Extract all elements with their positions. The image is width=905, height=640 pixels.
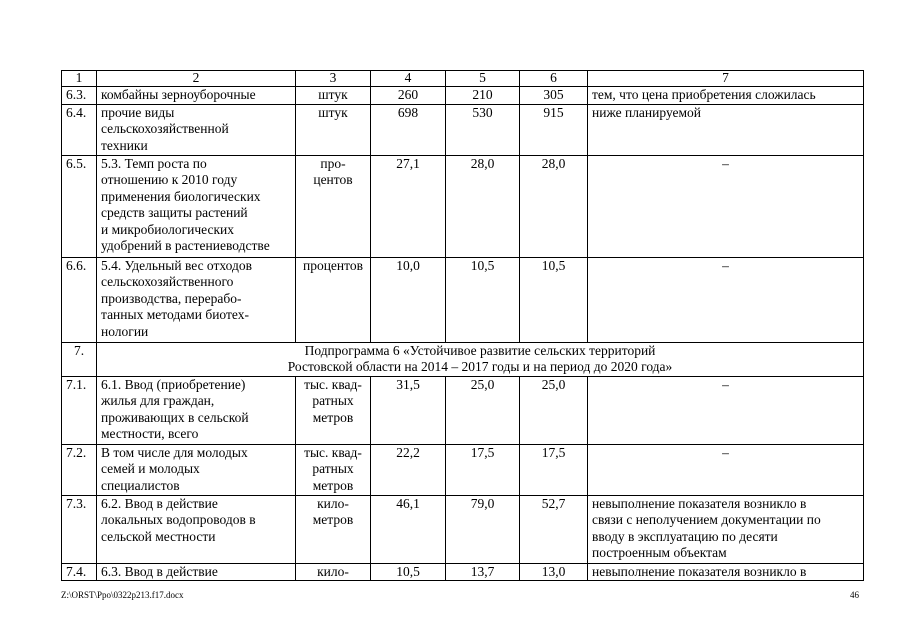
note: невыполнение показателя возникло в связи с неполучением документации по вводу в эксплуатацию по десяти построенным объектам — [588, 495, 864, 563]
indicator-name: В том числе для молодых семей и молодых специалистов — [97, 444, 296, 495]
table-row — [62, 104, 864, 155]
value-col6: 52,7 — [520, 495, 588, 563]
value-col5: 28,0 — [446, 155, 520, 257]
value-col4: 698 — [371, 104, 446, 155]
value-col6: 10,5 — [520, 257, 588, 342]
column-number-row — [62, 71, 864, 87]
table-row — [62, 376, 864, 444]
table-row — [62, 155, 864, 257]
value-col5: 530 — [446, 104, 520, 155]
row-number: 7.1. — [62, 376, 97, 444]
unit: кило- — [296, 563, 371, 581]
value-col4: 27,1 — [371, 155, 446, 257]
indicator-name: 5.4. Удельный вес отходов сельскохозяйственного производства, перерабо- танных методами биотех- нологии — [97, 257, 296, 342]
value-col4: 10,5 — [371, 563, 446, 581]
unit: процентов — [296, 257, 371, 342]
value-col5: 210 — [446, 87, 520, 105]
row-number: 6.3. — [62, 87, 97, 105]
value-col6: 25,0 — [520, 376, 588, 444]
table-row — [62, 257, 864, 342]
table-row — [62, 87, 864, 105]
indicator-name: 6.3. Ввод в действие — [97, 563, 296, 581]
page-number: 46 — [850, 590, 859, 600]
value-col6: 17,5 — [520, 444, 588, 495]
row-number: 7.3. — [62, 495, 97, 563]
table-row — [62, 563, 864, 581]
value-col6: 915 — [520, 104, 588, 155]
value-col4: 10,0 — [371, 257, 446, 342]
column-number: 4 — [371, 71, 446, 87]
value-col5: 25,0 — [446, 376, 520, 444]
row-number: 6.6. — [62, 257, 97, 342]
indicator-name: прочие виды сельскохозяйственной техники — [97, 104, 296, 155]
unit: про- центов — [296, 155, 371, 257]
value-col4: 22,2 — [371, 444, 446, 495]
row-number: 6.4. — [62, 104, 97, 155]
row-number: 7.4. — [62, 563, 97, 581]
column-number: 3 — [296, 71, 371, 87]
value-col5: 17,5 — [446, 444, 520, 495]
column-number: 2 — [97, 71, 296, 87]
column-number: 1 — [62, 71, 97, 87]
value-col5: 10,5 — [446, 257, 520, 342]
unit: штук — [296, 87, 371, 105]
unit: тыс. квад- ратных метров — [296, 376, 371, 444]
indicator-table — [61, 70, 864, 581]
value-col4: 260 — [371, 87, 446, 105]
unit: штук — [296, 104, 371, 155]
note: – — [588, 257, 864, 342]
note: – — [588, 444, 864, 495]
indicator-name: комбайны зерноуборочные — [97, 87, 296, 105]
row-number: 6.5. — [62, 155, 97, 257]
column-number: 5 — [446, 71, 520, 87]
note: – — [588, 376, 864, 444]
note: невыполнение показателя возникло в — [588, 563, 864, 581]
column-number: 7 — [588, 71, 864, 87]
value-col4: 46,1 — [371, 495, 446, 563]
section-row — [62, 342, 864, 376]
value-col5: 79,0 — [446, 495, 520, 563]
table-row — [62, 495, 864, 563]
indicator-name: 6.2. Ввод в действие локальных водопроводов в сельской местности — [97, 495, 296, 563]
note: тем, что цена приобретения сложилась — [588, 87, 864, 105]
value-col5: 13,7 — [446, 563, 520, 581]
indicator-name: 6.1. Ввод (приобретение) жилья для граждан, проживающих в сельской местности, всего — [97, 376, 296, 444]
note: – — [588, 155, 864, 257]
value-col6: 28,0 — [520, 155, 588, 257]
column-number: 6 — [520, 71, 588, 87]
file-path: Z:\ORST\Ppo\0322p213.f17.docx — [61, 590, 184, 600]
note: ниже планируемой — [588, 104, 864, 155]
section-number: 7. — [62, 342, 97, 376]
unit: кило- метров — [296, 495, 371, 563]
section-title: Подпрограмма 6 «Устойчивое развитие сельских территорий Ростовской области на 2014 – 2017 годы и на период до 2020 года» — [97, 342, 864, 376]
row-number: 7.2. — [62, 444, 97, 495]
unit: тыс. квад- ратных метров — [296, 444, 371, 495]
value-col6: 13,0 — [520, 563, 588, 581]
value-col4: 31,5 — [371, 376, 446, 444]
value-col6: 305 — [520, 87, 588, 105]
indicator-name: 5.3. Темп роста по отношению к 2010 году применения биологических средств защиты растений и микробиологических удобрений в растениеводстве — [97, 155, 296, 257]
table-row — [62, 444, 864, 495]
